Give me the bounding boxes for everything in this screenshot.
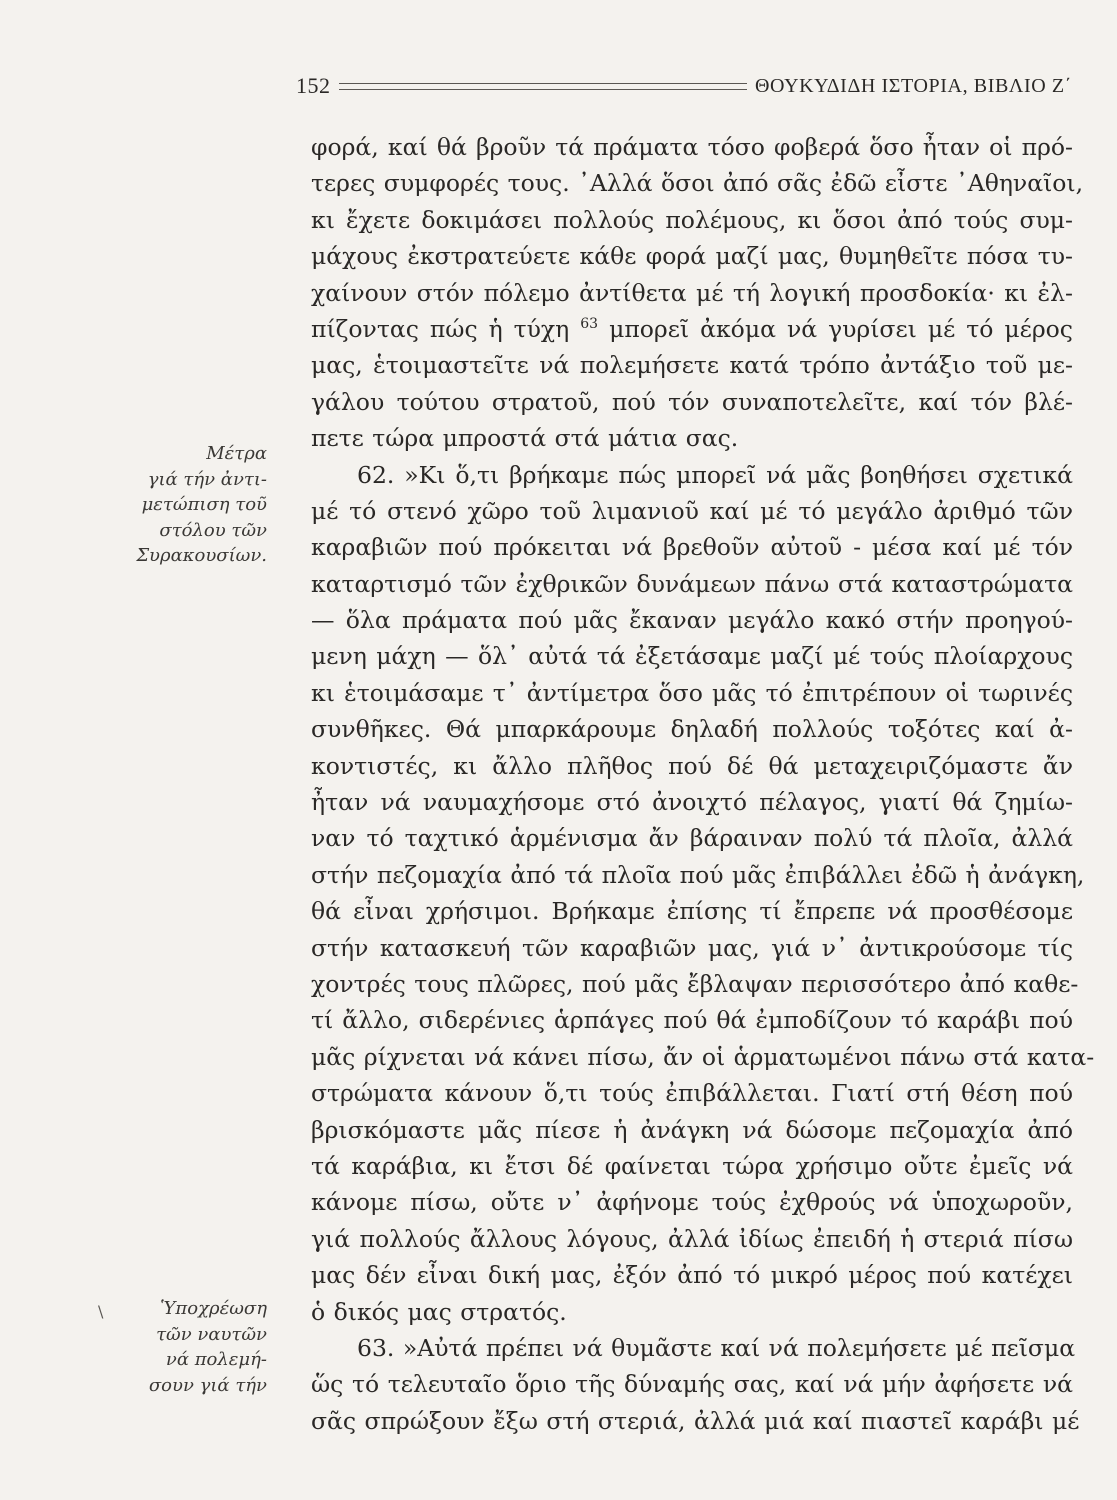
header-rule bbox=[339, 83, 748, 90]
running-title: ΘΟΥΚΥΔΙΔΗ ΙΣΤΟΡΙΑ, ΒΙΒΛΙΟ Ζ΄ bbox=[755, 74, 1072, 97]
text-line: μας δέν εἶναι δική μας, ἐξόν ἀπό τό μικρό μέρος πού κατέχει bbox=[311, 1261, 1073, 1290]
running-header bbox=[296, 66, 1072, 106]
text-line: συνθῆκες. Θά μπαρκάρουμε δηλαδή πολλούς τοξότες καί ἀ- bbox=[311, 715, 1073, 744]
text-line: τά καράβια, κι ἔτσι δέ φαίνεται τώρα χρήσιμο οὔτε ἐμεῖς νά bbox=[311, 1151, 1073, 1180]
margin-note-countermeasures bbox=[100, 441, 267, 569]
text-line: 62. »Κι ὅ,τι βρήκαμε πώς μπορεῖ νά μᾶς βοηθήσει σχετικά bbox=[357, 460, 1073, 489]
text-line: τί ἄλλο, σιδερένιες ἁρπάγες πού θά ἐμποδίζουν τό καράβι πού bbox=[311, 1006, 1073, 1035]
text-line: καραβιῶν πού πρόκειται νά βρεθοῦν αὐτοῦ - μέσα καί μέ τόν bbox=[311, 533, 1073, 562]
main-text bbox=[311, 129, 1095, 1439]
text-line: στήν κατασκευή τῶν καραβιῶν μας, γιά ν᾿ ἀντικρούσομε τίς bbox=[311, 933, 1073, 962]
text-line: κι ἑτοιμάσαμε τ᾿ ἀντίμετρα ὅσο μᾶς τό ἐπιτρέπουν οἱ τωρινές bbox=[311, 678, 1073, 707]
text-line: καταρτισμό τῶν ἐχθρικῶν δυνάμεων πάνω στά καταστρώματα bbox=[311, 569, 1073, 598]
text-line: βρισκόμαστε μᾶς πίεσε ἡ ἀνάγκη νά δώσομε πεζομαχία ἀπό bbox=[311, 1115, 1073, 1144]
text-line: πετε τώρα μπροστά στά μάτια σας. bbox=[311, 424, 739, 453]
margin-note-line: μετώπιση τοῦ bbox=[141, 494, 267, 515]
text-line: γάλου τούτου στρατοῦ, πού τόν συναποτελεῖτε, καί τόν βλέ- bbox=[311, 387, 1073, 416]
footnote-ref: 63 bbox=[580, 315, 599, 332]
text-line: μας, ἑτοιμαστεῖτε νά πολεμήσετε κατά τρόπο ἀντάξιο τοῦ με- bbox=[311, 351, 1073, 380]
margin-note-line: Ὑποχρέωση bbox=[160, 1298, 267, 1319]
text-line: ὁ δικός μας στρατός. bbox=[311, 1297, 567, 1326]
text-line: μᾶς ρίχνεται νά κάνει πίσω, ἄν οἱ ἁρματωμένοι πάνω στά κατα- bbox=[311, 1042, 1095, 1071]
stray-mark: \ bbox=[98, 1302, 104, 1321]
margin-note-line: τῶν ναυτῶν bbox=[156, 1323, 267, 1345]
text-line: χαίνουν στόν πόλεμο ἀντίθετα μέ τή λογική προσδοκία· κι ἐλ- bbox=[311, 278, 1073, 307]
text-line-with-footnote bbox=[311, 311, 1073, 347]
text-line: κοντιστές, κι ἄλλο πλῆθος πού δέ θά μεταχειριζόμαστε ἄν bbox=[311, 751, 1073, 780]
text-line: θά εἶναι χρήσιμοι. Βρήκαμε ἐπίσης τί ἔπρεπε νά προσθέσομε bbox=[311, 897, 1073, 926]
text-line: 63. »Αὐτά πρέπει νά θυμᾶστε καί νά πολεμήσετε μέ πεῖσμα bbox=[357, 1333, 1076, 1362]
text-line: κι ἔχετε δοκιμάσει πολλούς πολέμους, κι ὅσοι ἀπό τούς συμ- bbox=[311, 205, 1073, 234]
text-line: φορά, καί θά βροῦν τά πράματα τόσο φοβερά ὅσο ἦταν οἱ πρό- bbox=[311, 133, 1073, 161]
margin-note-line: στόλου τῶν bbox=[159, 519, 267, 541]
text-line: γιά πολλούς ἄλλους λόγους, ἀλλά ἰδίως ἐπειδή ἡ στεριά πίσω bbox=[311, 1224, 1073, 1253]
margin-note-line: νά πολεμή- bbox=[165, 1349, 267, 1370]
text-line: μέ τό στενό χῶρο τοῦ λιμανιοῦ καί μέ τό μεγάλο ἀριθμό τῶν bbox=[311, 496, 1073, 525]
margin-note-sailors-duty bbox=[100, 1296, 267, 1398]
margin-note-line: Μέτρα bbox=[206, 443, 267, 464]
page-number: 152 bbox=[296, 73, 331, 98]
margin-note-line: Συρακουσίων. bbox=[136, 545, 267, 566]
text-line: χοντρές τους πλῶρες, πού μᾶς ἔβλαψαν περισσότερο ἀπό καθε- bbox=[311, 969, 1079, 998]
text-line: — ὅλα πράματα πού μᾶς ἔκαναν μεγάλο κακό στήν προηγού- bbox=[311, 606, 1073, 635]
text-line: στρώματα κάνουν ὅ,τι τούς ἐπιβάλλεται. Γιατί στή θέση πού bbox=[311, 1079, 1073, 1108]
margin-note-line: γιά τήν ἀντι- bbox=[147, 468, 267, 490]
text-line: στήν πεζομαχία ἀπό τά πλοῖα πού μᾶς ἐπιβάλλει ἐδῶ ἡ ἀνάγκη, bbox=[311, 860, 1085, 889]
text-segment: πίζοντας πώς ἡ τύχη bbox=[311, 314, 570, 343]
text-line: τερες συμφορές τους. ᾿Αλλά ὅσοι ἀπό σᾶς ἐδῶ εἶστε ᾿Αθηναῖοι, bbox=[311, 169, 1084, 198]
text-line: σᾶς σπρώξουν ἔξω στή στεριά, ἀλλά μιά καί πιαστεῖ καράβι μέ bbox=[311, 1406, 1080, 1435]
text-segment: μπορεῖ ἀκόμα νά γυρίσει μέ τό μέρος bbox=[609, 314, 1073, 343]
text-line: ναν τό ταχτικό ἁρμένισμα ἄν βάραιναν πολύ τά πλοῖα, ἀλλά bbox=[311, 824, 1073, 853]
text-line: ὥς τό τελευταῖο ὅριο τῆς δύναμής σας, καί νά μήν ἀφήσετε νά bbox=[311, 1370, 1073, 1399]
text-line: μάχους ἐκστρατεύετε κάθε φορά μαζί μας, θυμηθεῖτε πόσα τυ- bbox=[311, 242, 1073, 271]
text-line: μενη μάχη — ὅλ᾿ αὐτά τά ἐξετάσαμε μαζί μέ τούς πλοίαρχους bbox=[311, 642, 1073, 671]
text-line: κάνομε πίσω, οὔτε ν᾿ ἀφήνομε τούς ἐχθρούς νά ὑποχωροῦν, bbox=[311, 1188, 1073, 1217]
margin-note-line: σουν γιά τήν bbox=[148, 1374, 267, 1396]
text-line: ἦταν νά ναυμαχήσομε στό ἀνοιχτό πέλαγος, γιατί θά ζημίω- bbox=[311, 788, 1073, 817]
